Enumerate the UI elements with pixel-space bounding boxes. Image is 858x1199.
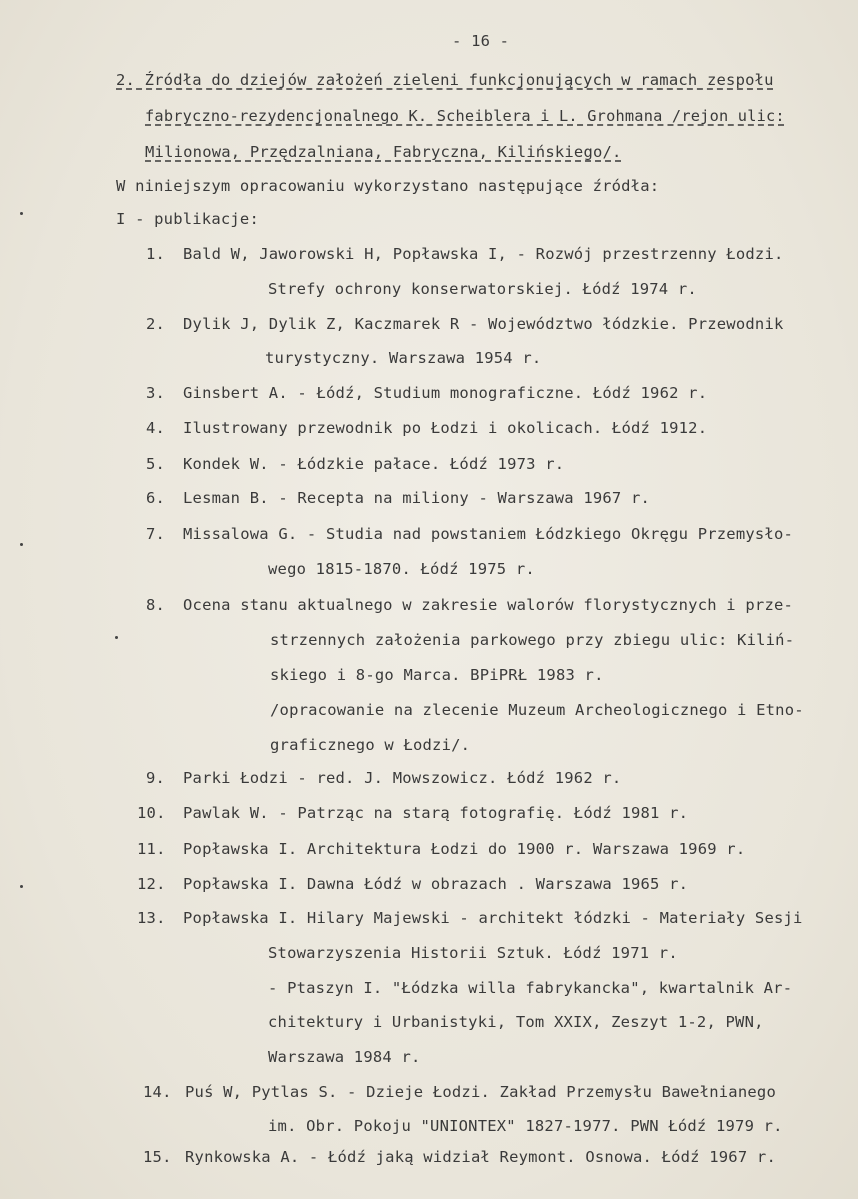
entry-line: Lesman B. - Recepta na miliony - Warszawa 1967 r. <box>183 489 651 507</box>
entry-number: 6. <box>146 489 166 507</box>
intro-text: W niniejszym opracowaniu wykorzystano następujące źródła: <box>116 177 660 195</box>
entry-line: /opracowanie na zlecenie Muzeum Archeologicznego i Etno- <box>270 701 804 719</box>
entry-line: Puś W, Pytlas S. - Dzieje Łodzi. Zakład Przemysłu Bawełnianego <box>185 1083 776 1101</box>
entry-number: 2. <box>146 315 166 333</box>
entry-line: Bald W, Jaworowski H, Popławska I, - Rozwój przestrzenny Łodzi. <box>183 245 784 263</box>
entry-line: Warszawa 1984 r. <box>268 1048 421 1066</box>
margin-speck <box>20 885 23 888</box>
entry-line: strzennych założenia parkowego przy zbiegu ulic: Kiliń- <box>270 631 795 649</box>
entry-number: 10. <box>137 804 166 822</box>
page-number: - 16 - <box>452 32 510 50</box>
entry-line: Pawlak W. - Patrząc na starą fotografię. Łódź 1981 r. <box>183 804 689 822</box>
entry-line: graficznego w Łodzi/. <box>270 736 471 754</box>
section-label: I - publikacje: <box>116 210 259 228</box>
entry-line: chitektury i Urbanistyki, Tom XXIX, Zeszyt 1-2, PWN, <box>268 1013 764 1031</box>
entry-line: Ilustrowany przewodnik po Łodzi i okolicach. Łódź 1912. <box>183 419 708 437</box>
entry-number: 11. <box>137 840 166 858</box>
entry-line: Popławska I. Dawna Łódź w obrazach . Warszawa 1965 r. <box>183 875 689 893</box>
entry-line: Rynkowska A. - Łódź jaką widział Reymont. Osnowa. Łódź 1967 r. <box>185 1148 776 1166</box>
entry-line: Ginsbert A. - Łódź, Studium monograficzne. Łódź 1962 r. <box>183 384 708 402</box>
entry-line: Kondek W. - Łódzkie pałace. Łódź 1973 r. <box>183 455 565 473</box>
entry-line: Popławska I. Architektura Łodzi do 1900 r. Warszawa 1969 r. <box>183 840 746 858</box>
entry-number: 3. <box>146 384 166 402</box>
heading-line-3: Milionowa, Przędzalniana, Fabryczna, Kilińskiego/. <box>145 143 622 161</box>
entry-line: Ocena stanu aktualnego w zakresie walorów florystycznych i prze- <box>183 596 794 614</box>
entry-number: 4. <box>146 419 166 437</box>
entry-number: 1. <box>146 245 166 263</box>
entry-number: 15. <box>143 1148 172 1166</box>
entry-number: 5. <box>146 455 166 473</box>
entry-number: 13. <box>137 909 166 927</box>
entry-line: im. Obr. Pokoju "UNIONTEX" 1827-1977. PWN Łódź 1979 r. <box>268 1117 783 1135</box>
margin-speck <box>20 543 23 546</box>
entry-number: 9. <box>146 769 166 787</box>
entry-number: 7. <box>146 525 166 543</box>
entry-line: Popławska I. Hilary Majewski - architekt łódzki - Materiały Sesji <box>183 909 803 927</box>
entry-line: - Ptaszyn I. "Łódzka willa fabrykancka", kwartalnik Ar- <box>268 979 793 997</box>
entry-number: 14. <box>143 1083 172 1101</box>
entry-line: wego 1815-1870. Łódź 1975 r. <box>268 560 535 578</box>
entry-number: 12. <box>137 875 166 893</box>
entry-line: turystyczny. Warszawa 1954 r. <box>265 349 542 367</box>
entry-line: Dylik J, Dylik Z, Kaczmarek R - Województwo łódzkie. Przewodnik <box>183 315 784 333</box>
entry-line: skiego i 8-go Marca. BPiPRŁ 1983 r. <box>270 666 604 684</box>
entry-line: Parki Łodzi - red. J. Mowszowicz. Łódź 1962 r. <box>183 769 622 787</box>
entry-line: Strefy ochrony konserwatorskiej. Łódź 1974 r. <box>268 280 697 298</box>
entry-number: 8. <box>146 596 166 614</box>
heading-line-1: 2. Źródła do dziejów założeń zieleni funkcjonujących w ramach zespołu <box>116 71 774 89</box>
margin-speck <box>20 212 23 215</box>
heading-line-2: fabryczno-rezydencjonalnego K. Scheiblera i L. Grohmana /rejon ulic: <box>145 107 785 125</box>
entry-line: Stowarzyszenia Historii Sztuk. Łódź 1971 r. <box>268 944 678 962</box>
margin-speck <box>115 636 118 639</box>
entry-line: Missalowa G. - Studia nad powstaniem Łódzkiego Okręgu Przemysło- <box>183 525 794 543</box>
